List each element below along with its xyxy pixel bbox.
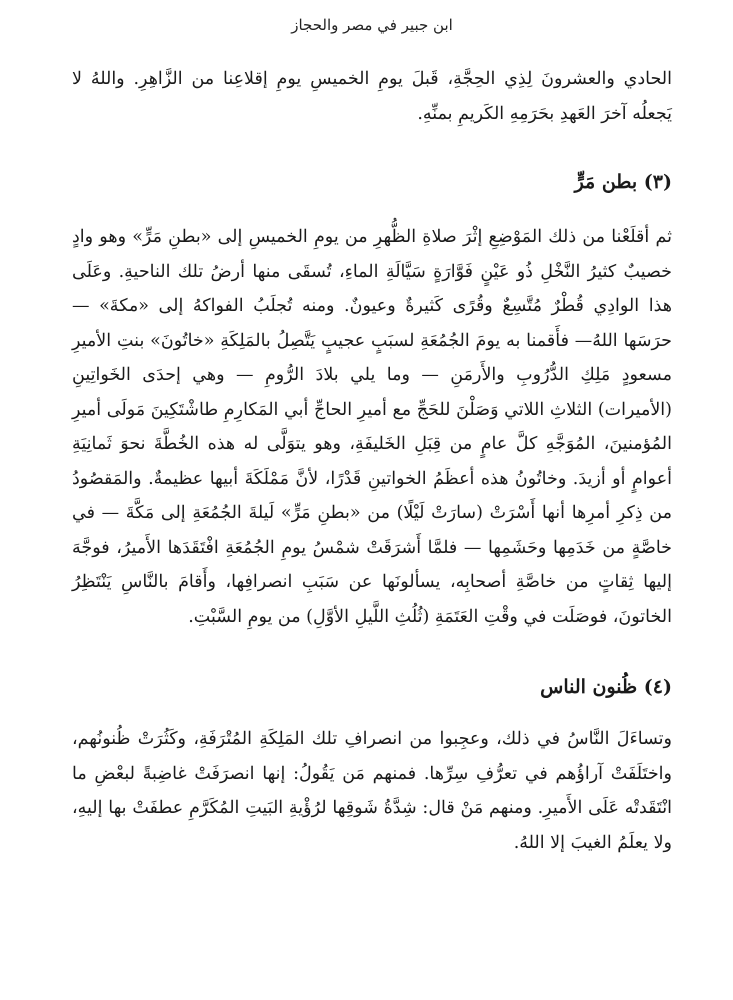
intro-paragraph: الحادي والعشرونَ لِذِي الحِجَّةِ، قَبلَ يومِ الخميسِ يومِ إقلاعِنا من الزَّاهِرِ. واللهُ لا يَجعلُه آخرَ العَهدِ بحَرَمِهِ الكَريمِ بمنِّهِ. bbox=[72, 69, 672, 124]
section-heading-batn-marr: (٣) بطن مَرٍّ bbox=[574, 171, 672, 193]
section-paragraph-batn-marr: ثم أقلَعْنا من ذلك المَوْضِعِ إثْرَ صلاةِ الظُّهرِ من يومِ الخميسِ إلى «بطنِ مَرٍّ» وهو وادٍ خصيبٌ كثيرُ النَّخْلِ ذُو عَيْنٍ فَوَّارَةٍ سَيَّالَةِ الماءِ، تُسقَى منها أرضُ تلك الناحيةِ. وعَلَى هذا الوادِي قُطْرٌ مُتَّسِعٌ وقُرًى كَثيرةٌ وعيونٌ. ومنه تُجلَبُ الفواكهُ إلى «مكةَ» —حرَسَها اللهُ— فأَقمنا به يومَ الجُمُعَةِ لسبَبٍ عجيبٍ يَتَّصِلُ بالمَلِكَةِ «خاتُونَ» بنتِ الأميرِ مسعودٍ مَلِكِ الدُّرُوبِ والأَرمَنِ — وما يلي بلادَ الرُّومِ — وهي إحدَى الخَواتِينِ (الأميرات) الثلاثِ اللاتي وَصَلْنَ للحَجِّ مع أميرِ الحاجِّ أبي المَكارِمِ طاشْتَكِينَ مَولَى أميرِ المُؤمنينَ، المُوَجَّهِ كلَّ عامٍ من قِبَلِ الخَليفَةِ، وهو يتوَلَّى له هذه الخُطَّةَ نحوَ ثَمانِيَةِ أعوامٍ أو أزيدَ. وخاتُونُ هذه أعظَمُ الخواتينِ قَدْرًا، لأنَّ مَمْلَكَةَ أبيها عظيمةٌ. والمَقصُودُ من ذِكرِ أمرِها أنها أَسْرَتْ (سارَتْ لَيْلًا) من «بطنِ مَرٍّ» لَيلةَ الجُمُعَةِ إلى مَكَّةَ — في خاصَّةٍ من خَدَمِها وحَشَمِها — فلمَّا أَشرَقَتْ شمْسُ يومِ الجُمُعَةِ افْتَقَدَها الأَميرُ، فوجَّهَ إليها ثِقاتٍ من خاصَّةِ أصحابِه، يسألونَها عن سَبَبِ انصرافِها، وأَقامَ بالنَّاسِ يَنْتَظِرُ الخاتونَ، فوصَلَت في وقْتِ العَتَمَةِ (ثُلُثِ اللَّيلِ الأوَّلِ) من يومِ السَّبْتِ. bbox=[72, 227, 672, 627]
book-page bbox=[72, 0, 672, 1000]
section-paragraph-people-speculation: وتساءَلَ النَّاسُ في ذلك، وعجِبوا من انصرافِ تلك المَلِكَةِ المُتْرَفَةِ، وكَثُرَتْ ظُنونُهم، واختَلَفَتْ آراؤُهم في تعرُّفِ سِرِّها. فمنهم مَن يَقُولُ: إنها انصرَفَتْ غاضِبةً لبعْضِ ما انْتَقَدتْه عَلَى الأَميرِ. ومنهم مَنْ قال: شِدَّةُ شَوقِها لرُؤْيةِ البَيتِ المُكَرَّمِ عطفَتْ بها إليهِ، ولا يعلَمُ الغيبَ إلا اللهُ. bbox=[72, 729, 672, 853]
section-heading-people-speculation: (٤) ظُنون الناس bbox=[540, 676, 672, 698]
running-header-title: ابن جبير في مصر والحجاز bbox=[291, 16, 453, 34]
